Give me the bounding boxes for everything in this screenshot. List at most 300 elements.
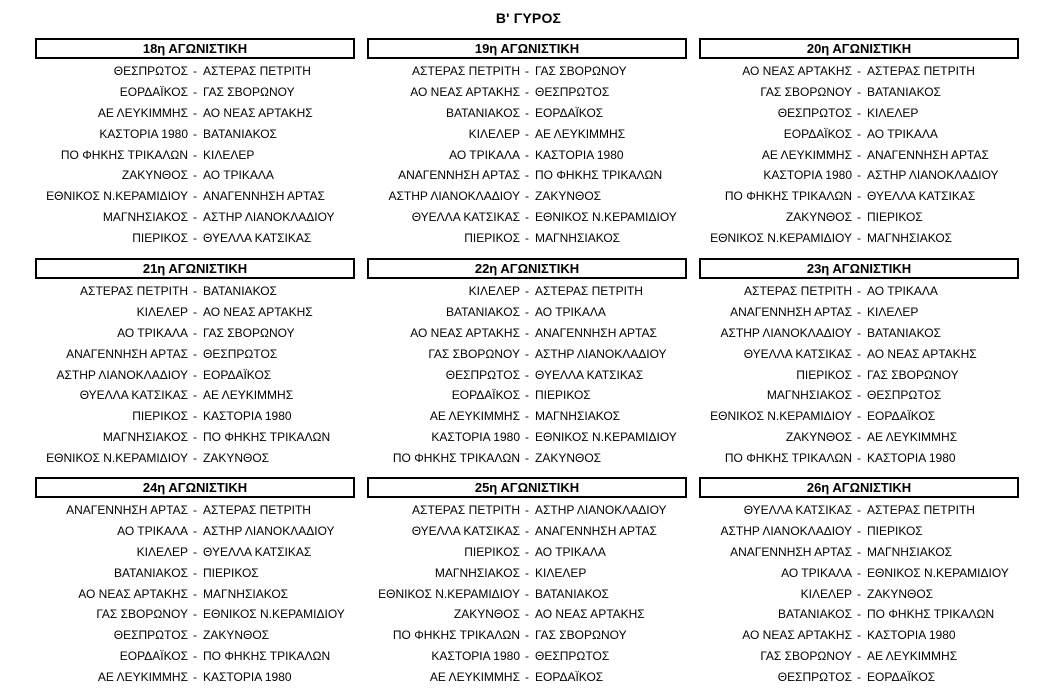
- match-row: [367, 521, 687, 542]
- match-separator: -: [525, 565, 529, 580]
- match-row: [699, 82, 1019, 103]
- home-team: ΘΕΣΠΡΩΤΟΣ: [113, 64, 188, 78]
- home-team: ΑΟ ΝΕΑΣ ΑΡΤΑΚΗΣ: [410, 325, 520, 340]
- away-team: ΕΟΡΔΑΪΚΟΣ: [203, 367, 272, 382]
- match-separator: -: [857, 451, 861, 466]
- home-team: ΕΘΝΙΚΟΣ Ν.ΚΕΡΑΜΙΔΙΟΥ: [710, 231, 852, 246]
- match-row: [35, 344, 355, 365]
- match-row: [367, 281, 687, 302]
- match-separator: -: [857, 670, 861, 685]
- home-team: ΘΥΕΛΛΑ ΚΑΤΣΙΚΑΣ: [743, 346, 852, 361]
- match-separator: -: [525, 670, 529, 685]
- match-separator: -: [525, 325, 529, 340]
- match-row: [367, 82, 687, 103]
- match-separator: -: [193, 388, 197, 403]
- home-team: ΠΟ ΦΗΚΗΣ ΤΡΙΚΑΛΩΝ: [724, 189, 852, 204]
- away-team: ΚΙΛΕΛΕΡ: [867, 105, 919, 120]
- home-team: ΑΟ ΝΕΑΣ ΑΡΤΑΚΗΣ: [410, 84, 520, 99]
- home-team: ΓΑΣ ΣΒΟΡΩΝΟΥ: [428, 346, 520, 361]
- match-row: [367, 365, 687, 386]
- match-row: [35, 186, 355, 207]
- away-team: ΘΥΕΛΛΑ ΚΑΤΣΙΚΑΣ: [535, 367, 644, 382]
- match-separator: -: [193, 607, 197, 622]
- away-team: ΖΑΚΥΝΘΟΣ: [535, 189, 602, 204]
- match-row: [35, 385, 355, 406]
- match-separator: -: [193, 64, 197, 78]
- round-header: 19η ΑΓΩΝΙΣΤΙΚΗ: [367, 38, 687, 59]
- match-row: [699, 625, 1019, 646]
- away-team: ΠΟ ΦΗΚΗΣ ΤΡΙΚΑΛΩΝ: [203, 430, 331, 445]
- match-separator: -: [525, 503, 529, 517]
- match-separator: -: [525, 409, 529, 424]
- home-team: ΕΟΡΔΑΪΚΟΣ: [783, 126, 852, 141]
- away-team: ΑΣΤΗΡ ΛΙΑΝΟΚΛΑΔΙΟΥ: [535, 503, 667, 517]
- match-row: [35, 145, 355, 166]
- home-team: ΖΑΚΥΝΘΟΣ: [453, 607, 520, 622]
- away-team: ΑΝΑΓΕΝΝΗΣΗ ΑΡΤΑΣ: [203, 189, 325, 204]
- match-row: [367, 563, 687, 584]
- home-team: ΑΝΑΓΕΝΝΗΣΗ ΑΡΤΑΣ: [730, 304, 852, 319]
- match-row: [367, 500, 687, 521]
- match-separator: -: [193, 628, 197, 643]
- home-team: ΠΟ ΦΗΚΗΣ ΤΡΙΚΑΛΩΝ: [392, 451, 520, 466]
- away-team: ΠΙΕΡΙΚΟΣ: [867, 210, 923, 225]
- match-separator: -: [525, 284, 529, 298]
- match-row: [35, 281, 355, 302]
- match-row: [699, 145, 1019, 166]
- home-team: ΑΟ ΤΡΙΚΑΛΑ: [449, 147, 520, 162]
- match-list: [699, 281, 1019, 469]
- home-team: ΠΙΕΡΙΚΟΣ: [464, 231, 520, 246]
- match-separator: -: [193, 84, 197, 99]
- match-separator: -: [525, 628, 529, 643]
- home-team: ΖΑΚΥΝΘΟΣ: [121, 168, 188, 183]
- match-separator: -: [193, 126, 197, 141]
- match-row: [699, 344, 1019, 365]
- match-separator: -: [525, 231, 529, 246]
- match-separator: -: [525, 210, 529, 225]
- away-team: ΑΟ ΝΕΑΣ ΑΡΤΑΚΗΣ: [535, 607, 645, 622]
- away-team: ΠΟ ΦΗΚΗΣ ΤΡΙΚΑΛΩΝ: [535, 168, 663, 183]
- match-row: [367, 145, 687, 166]
- round-block: [699, 258, 1019, 469]
- match-row: [367, 667, 687, 688]
- match-separator: -: [525, 189, 529, 204]
- match-row: [367, 207, 687, 228]
- home-team: ΑΕ ΛΕΥΚΙΜΜΗΣ: [97, 670, 188, 685]
- match-separator: -: [193, 565, 197, 580]
- match-separator: -: [193, 451, 197, 466]
- home-team: ΜΑΓΝΗΣΙΑΚΟΣ: [766, 388, 852, 403]
- home-team: ΖΑΚΥΝΘΟΣ: [785, 210, 852, 225]
- match-separator: -: [525, 168, 529, 183]
- home-team: ΠΙΕΡΙΚΟΣ: [464, 544, 520, 559]
- match-separator: -: [193, 430, 197, 445]
- match-separator: -: [857, 189, 861, 204]
- away-team: ΜΑΓΝΗΣΙΑΚΟΣ: [203, 586, 289, 601]
- home-team: ΒΑΤΑΝΙΑΚΟΣ: [446, 304, 520, 319]
- match-row: [35, 207, 355, 228]
- home-team: ΚΑΣΤΟΡΙΑ 1980: [431, 649, 520, 664]
- away-team: ΒΑΤΑΝΙΑΚΟΣ: [203, 126, 277, 141]
- home-team: ΓΑΣ ΣΒΟΡΩΝΟΥ: [96, 607, 188, 622]
- home-team: ΕΟΡΔΑΪΚΟΣ: [119, 649, 188, 664]
- home-team: ΘΥΕΛΛΑ ΚΑΤΣΙΚΑΣ: [79, 388, 188, 403]
- home-team: ΑΣΤΕΡΑΣ ΠΕΤΡΙΤΗ: [80, 284, 188, 298]
- match-row: [367, 302, 687, 323]
- home-team: ΕΟΡΔΑΪΚΟΣ: [119, 84, 188, 99]
- match-row: [35, 61, 355, 82]
- away-team: ΠΙΕΡΙΚΟΣ: [203, 565, 259, 580]
- away-team: ΑΣΤΗΡ ΛΙΑΝΟΚΛΑΔΙΟΥ: [203, 523, 335, 538]
- home-team: ΠΙΕΡΙΚΟΣ: [796, 367, 852, 382]
- match-row: [699, 385, 1019, 406]
- home-team: ΑΝΑΓΕΝΝΗΣΗ ΑΡΤΑΣ: [398, 168, 520, 183]
- away-team: ΘΕΣΠΡΩΤΟΣ: [867, 388, 942, 403]
- home-team: ΚΑΣΤΟΡΙΑ 1980: [99, 126, 188, 141]
- match-separator: -: [193, 168, 197, 183]
- away-team: ΕΘΝΙΚΟΣ Ν.ΚΕΡΑΜΙΔΙΟΥ: [867, 565, 1009, 580]
- match-row: [35, 228, 355, 249]
- match-separator: -: [525, 430, 529, 445]
- match-row: [699, 186, 1019, 207]
- home-team: ΘΥΕΛΛΑ ΚΑΤΣΙΚΑΣ: [411, 523, 520, 538]
- home-team: ΑΣΤΕΡΑΣ ΠΕΤΡΙΤΗ: [412, 503, 520, 517]
- match-row: [367, 406, 687, 427]
- match-row: [367, 228, 687, 249]
- home-team: ΚΙΛΕΛΕΡ: [800, 586, 852, 601]
- match-row: [35, 500, 355, 521]
- round-block: [35, 38, 355, 249]
- match-row: [699, 103, 1019, 124]
- match-separator: -: [857, 231, 861, 246]
- match-row: [699, 207, 1019, 228]
- away-team: ΑΣΤΗΡ ΛΙΑΝΟΚΛΑΔΙΟΥ: [867, 168, 999, 183]
- match-list: [367, 61, 687, 249]
- round-block: [35, 258, 355, 469]
- home-team: ΚΑΣΤΟΡΙΑ 1980: [431, 430, 520, 445]
- match-separator: -: [525, 367, 529, 382]
- match-row: [35, 604, 355, 625]
- round-header: 18η ΑΓΩΝΙΣΤΙΚΗ: [35, 38, 355, 59]
- away-team: ΕΟΡΔΑΪΚΟΣ: [867, 409, 936, 424]
- home-team: ΠΟ ΦΗΚΗΣ ΤΡΙΚΑΛΩΝ: [392, 628, 520, 643]
- away-team: ΠΙΕΡΙΚΟΣ: [867, 523, 923, 538]
- round-header: 21η ΑΓΩΝΙΣΤΙΚΗ: [35, 258, 355, 279]
- match-separator: -: [525, 346, 529, 361]
- away-team: ΕΟΡΔΑΪΚΟΣ: [867, 670, 936, 685]
- match-row: [35, 323, 355, 344]
- match-separator: -: [857, 325, 861, 340]
- match-separator: -: [193, 231, 197, 246]
- match-row: [35, 448, 355, 469]
- match-row: [35, 124, 355, 145]
- away-team: ΑΟ ΤΡΙΚΑΛΑ: [867, 284, 938, 298]
- away-team: ΑΕ ΛΕΥΚΙΜΜΗΣ: [867, 649, 958, 664]
- match-row: [367, 186, 687, 207]
- match-row: [367, 646, 687, 667]
- match-separator: -: [525, 147, 529, 162]
- away-team: ΚΑΣΤΟΡΙΑ 1980: [203, 409, 292, 424]
- match-separator: -: [525, 304, 529, 319]
- away-team: ΓΑΣ ΣΒΟΡΩΝΟΥ: [535, 628, 627, 643]
- round-block: [367, 477, 687, 688]
- away-team: ΓΑΣ ΣΒΟΡΩΝΟΥ: [867, 367, 959, 382]
- home-team: ΚΑΣΤΟΡΙΑ 1980: [763, 168, 852, 183]
- match-list: [35, 61, 355, 249]
- match-row: [367, 124, 687, 145]
- match-row: [35, 563, 355, 584]
- home-team: ΜΑΓΝΗΣΙΑΚΟΣ: [102, 210, 188, 225]
- match-separator: -: [525, 451, 529, 466]
- match-separator: -: [857, 409, 861, 424]
- away-team: ΒΑΤΑΝΙΑΚΟΣ: [867, 325, 941, 340]
- away-team: ΑΣΤΕΡΑΣ ΠΕΤΡΙΤΗ: [867, 64, 975, 78]
- home-team: ΑΝΑΓΕΝΝΗΣΗ ΑΡΤΑΣ: [730, 544, 852, 559]
- away-team: ΑΟ ΤΡΙΚΑΛΑ: [535, 544, 606, 559]
- match-separator: -: [193, 544, 197, 559]
- home-team: ΚΙΛΕΛΕΡ: [468, 284, 520, 298]
- away-team: ΚΑΣΤΟΡΙΑ 1980: [535, 147, 624, 162]
- match-separator: -: [193, 346, 197, 361]
- away-team: ΑΣΤΗΡ ΛΙΑΝΟΚΛΑΔΙΟΥ: [535, 346, 667, 361]
- home-team: ΠΙΕΡΙΚΟΣ: [132, 409, 188, 424]
- home-team: ΑΟ ΤΡΙΚΑΛΑ: [781, 565, 852, 580]
- match-list: [35, 281, 355, 469]
- away-team: ΘΥΕΛΛΑ ΚΑΤΣΙΚΑΣ: [203, 544, 312, 559]
- away-team: ΚΙΛΕΛΕΡ: [535, 565, 587, 580]
- home-team: ΕΘΝΙΚΟΣ Ν.ΚΕΡΑΜΙΔΙΟΥ: [46, 189, 188, 204]
- away-team: ΑΟ ΝΕΑΣ ΑΡΤΑΚΗΣ: [203, 304, 313, 319]
- away-team: ΚΑΣΤΟΡΙΑ 1980: [203, 670, 292, 685]
- match-separator: -: [857, 523, 861, 538]
- home-team: ΑΟ ΝΕΑΣ ΑΡΤΑΚΗΣ: [742, 628, 852, 643]
- home-team: ΑΕ ΛΕΥΚΙΜΜΗΣ: [429, 409, 520, 424]
- round-block: [699, 38, 1019, 249]
- match-separator: -: [193, 670, 197, 685]
- round-header: 23η ΑΓΩΝΙΣΤΙΚΗ: [699, 258, 1019, 279]
- match-row: [699, 584, 1019, 605]
- home-team: ΠΙΕΡΙΚΟΣ: [132, 231, 188, 246]
- home-team: ΑΝΑΓΕΝΝΗΣΗ ΑΡΤΑΣ: [66, 346, 188, 361]
- match-separator: -: [525, 84, 529, 99]
- home-team: ΑΣΤΕΡΑΣ ΠΕΤΡΙΤΗ: [412, 64, 520, 78]
- match-separator: -: [857, 544, 861, 559]
- match-list: [699, 61, 1019, 249]
- match-separator: -: [193, 210, 197, 225]
- away-team: ΓΑΣ ΣΒΟΡΩΝΟΥ: [203, 84, 295, 99]
- home-team: ΑΟ ΝΕΑΣ ΑΡΤΑΚΗΣ: [78, 586, 188, 601]
- away-team: ΚΙΛΕΛΕΡ: [203, 147, 255, 162]
- match-separator: -: [193, 325, 197, 340]
- away-team: ΑΣΤΕΡΑΣ ΠΕΤΡΙΤΗ: [203, 64, 311, 78]
- home-team: ΠΟ ΦΗΚΗΣ ΤΡΙΚΑΛΩΝ: [60, 147, 188, 162]
- match-row: [367, 165, 687, 186]
- match-separator: -: [525, 523, 529, 538]
- home-team: ΜΑΓΝΗΣΙΑΚΟΣ: [102, 430, 188, 445]
- match-row: [699, 646, 1019, 667]
- home-team: ΑΣΤΗΡ ΛΙΑΝΟΚΛΑΔΙΟΥ: [720, 523, 852, 538]
- home-team: ΑΟ ΤΡΙΚΑΛΑ: [117, 523, 188, 538]
- match-separator: -: [857, 388, 861, 403]
- match-separator: -: [193, 189, 197, 204]
- match-row: [367, 323, 687, 344]
- round-header: 22η ΑΓΩΝΙΣΤΙΚΗ: [367, 258, 687, 279]
- match-separator: -: [857, 105, 861, 120]
- away-team: ΑΝΑΓΕΝΝΗΣΗ ΑΡΤΑΣ: [535, 523, 657, 538]
- match-separator: -: [193, 409, 197, 424]
- match-separator: -: [857, 430, 861, 445]
- home-team: ΖΑΚΥΝΘΟΣ: [785, 430, 852, 445]
- away-team: ΠΙΕΡΙΚΟΣ: [535, 388, 591, 403]
- away-team: ΚΙΛΕΛΕΡ: [867, 304, 919, 319]
- match-separator: -: [193, 304, 197, 319]
- match-separator: -: [857, 565, 861, 580]
- match-row: [699, 124, 1019, 145]
- home-team: ΒΑΤΑΝΙΑΚΟΣ: [114, 565, 188, 580]
- match-row: [35, 646, 355, 667]
- round-header: 26η ΑΓΩΝΙΣΤΙΚΗ: [699, 477, 1019, 498]
- page-title: Β' ΓΥΡΟΣ: [495, 10, 562, 26]
- match-row: [699, 667, 1019, 688]
- away-team: ΕΟΡΔΑΪΚΟΣ: [535, 105, 604, 120]
- home-team: ΘΕΣΠΡΩΤΟΣ: [445, 367, 520, 382]
- away-team: ΜΑΓΝΗΣΙΑΚΟΣ: [535, 409, 621, 424]
- match-separator: -: [193, 367, 197, 382]
- away-team: ΘΥΕΛΛΑ ΚΑΤΣΙΚΑΣ: [203, 231, 312, 246]
- away-team: ΑΣΤΕΡΑΣ ΠΕΤΡΙΤΗ: [535, 284, 643, 298]
- match-separator: -: [525, 388, 529, 403]
- match-separator: -: [525, 105, 529, 120]
- away-team: ΖΑΚΥΝΘΟΣ: [203, 451, 270, 466]
- round-header: 24η ΑΓΩΝΙΣΤΙΚΗ: [35, 477, 355, 498]
- away-team: ΑΟ ΝΕΑΣ ΑΡΤΑΚΗΣ: [203, 105, 313, 120]
- away-team: ΚΑΣΤΟΡΙΑ 1980: [867, 628, 956, 643]
- round-block: [699, 477, 1019, 688]
- match-row: [699, 228, 1019, 249]
- match-row: [35, 302, 355, 323]
- match-separator: -: [857, 586, 861, 601]
- match-separator: -: [525, 64, 529, 78]
- match-row: [699, 427, 1019, 448]
- match-separator: -: [857, 628, 861, 643]
- away-team: ΑΣΤΕΡΑΣ ΠΕΤΡΙΤΗ: [867, 503, 975, 517]
- match-list: [367, 500, 687, 688]
- away-team: ΑΕ ΛΕΥΚΙΜΜΗΣ: [535, 126, 626, 141]
- match-row: [699, 604, 1019, 625]
- match-separator: -: [857, 346, 861, 361]
- away-team: ΓΑΣ ΣΒΟΡΩΝΟΥ: [535, 64, 627, 78]
- match-row: [35, 667, 355, 688]
- away-team: ΒΑΤΑΝΙΑΚΟΣ: [535, 586, 609, 601]
- away-team: ΑΟ ΤΡΙΚΑΛΑ: [535, 304, 606, 319]
- home-team: ΕΘΝΙΚΟΣ Ν.ΚΕΡΑΜΙΔΙΟΥ: [46, 451, 188, 466]
- match-separator: -: [857, 210, 861, 225]
- round-block: [367, 38, 687, 249]
- match-list: [699, 500, 1019, 688]
- away-team: ΕΘΝΙΚΟΣ Ν.ΚΕΡΑΜΙΔΙΟΥ: [203, 607, 345, 622]
- match-separator: -: [857, 168, 861, 183]
- match-row: [367, 103, 687, 124]
- home-team: ΓΑΣ ΣΒΟΡΩΝΟΥ: [760, 649, 852, 664]
- match-separator: -: [857, 304, 861, 319]
- round-header: 25η ΑΓΩΝΙΣΤΙΚΗ: [367, 477, 687, 498]
- match-row: [367, 625, 687, 646]
- match-row: [35, 625, 355, 646]
- away-team: ΑΕ ΛΕΥΚΙΜΜΗΣ: [867, 430, 958, 445]
- home-team: ΒΑΤΑΝΙΑΚΟΣ: [446, 105, 520, 120]
- match-separator: -: [857, 367, 861, 382]
- round-block: [35, 477, 355, 688]
- away-team: ΜΑΓΝΗΣΙΑΚΟΣ: [535, 231, 621, 246]
- match-separator: -: [525, 586, 529, 601]
- home-team: ΑΕ ΛΕΥΚΙΜΜΗΣ: [429, 670, 520, 685]
- home-team: ΜΑΓΝΗΣΙΑΚΟΣ: [434, 565, 520, 580]
- match-row: [367, 61, 687, 82]
- away-team: ΖΑΚΥΝΘΟΣ: [203, 628, 270, 643]
- match-row: [35, 542, 355, 563]
- match-row: [699, 500, 1019, 521]
- match-separator: -: [525, 607, 529, 622]
- match-row: [699, 281, 1019, 302]
- away-team: ΘΕΣΠΡΩΤΟΣ: [203, 346, 278, 361]
- away-team: ΕΟΡΔΑΪΚΟΣ: [535, 670, 604, 685]
- away-team: ΠΟ ΦΗΚΗΣ ΤΡΙΚΑΛΩΝ: [203, 649, 331, 664]
- away-team: ΑΟ ΤΡΙΚΑΛΑ: [867, 126, 938, 141]
- match-row: [699, 406, 1019, 427]
- home-team: ΕΘΝΙΚΟΣ Ν.ΚΕΡΑΜΙΔΙΟΥ: [378, 586, 520, 601]
- match-row: [699, 563, 1019, 584]
- match-row: [367, 604, 687, 625]
- match-row: [35, 165, 355, 186]
- away-team: ΘΥΕΛΛΑ ΚΑΤΣΙΚΑΣ: [867, 189, 976, 204]
- away-team: ΑΝΑΓΕΝΝΗΣΗ ΑΡΤΑΣ: [867, 147, 989, 162]
- away-team: ΜΑΓΝΗΣΙΑΚΟΣ: [867, 544, 953, 559]
- home-team: ΘΕΣΠΡΩΤΟΣ: [777, 670, 852, 685]
- away-team: ΜΑΓΝΗΣΙΑΚΟΣ: [867, 231, 953, 246]
- home-team: ΚΙΛΕΛΕΡ: [136, 304, 188, 319]
- home-team: ΒΑΤΑΝΙΑΚΟΣ: [778, 607, 852, 622]
- home-team: ΕΟΡΔΑΪΚΟΣ: [451, 388, 520, 403]
- away-team: ΕΘΝΙΚΟΣ Ν.ΚΕΡΑΜΙΔΙΟΥ: [535, 210, 677, 225]
- home-team: ΠΟ ΦΗΚΗΣ ΤΡΙΚΑΛΩΝ: [724, 451, 852, 466]
- match-row: [699, 365, 1019, 386]
- away-team: ΖΑΚΥΝΘΟΣ: [867, 586, 934, 601]
- match-separator: -: [193, 503, 197, 517]
- match-row: [699, 323, 1019, 344]
- away-team: ΑΕ ΛΕΥΚΙΜΜΗΣ: [203, 388, 294, 403]
- home-team: ΚΙΛΕΛΕΡ: [136, 544, 188, 559]
- match-separator: -: [857, 64, 861, 78]
- match-row: [699, 302, 1019, 323]
- match-row: [367, 542, 687, 563]
- match-separator: -: [857, 126, 861, 141]
- match-row: [35, 365, 355, 386]
- match-row: [35, 427, 355, 448]
- home-team: ΑΟ ΝΕΑΣ ΑΡΤΑΚΗΣ: [742, 64, 852, 78]
- match-row: [699, 521, 1019, 542]
- match-separator: -: [193, 523, 197, 538]
- away-team: ΚΑΣΤΟΡΙΑ 1980: [867, 451, 956, 466]
- match-separator: -: [857, 649, 861, 664]
- round-header: 20η ΑΓΩΝΙΣΤΙΚΗ: [699, 38, 1019, 59]
- match-separator: -: [857, 84, 861, 99]
- home-team: ΘΥΕΛΛΑ ΚΑΤΣΙΚΑΣ: [743, 503, 852, 517]
- match-separator: -: [525, 544, 529, 559]
- away-team: ΕΘΝΙΚΟΣ Ν.ΚΕΡΑΜΙΔΙΟΥ: [535, 430, 677, 445]
- round-block: [367, 258, 687, 469]
- match-separator: -: [857, 147, 861, 162]
